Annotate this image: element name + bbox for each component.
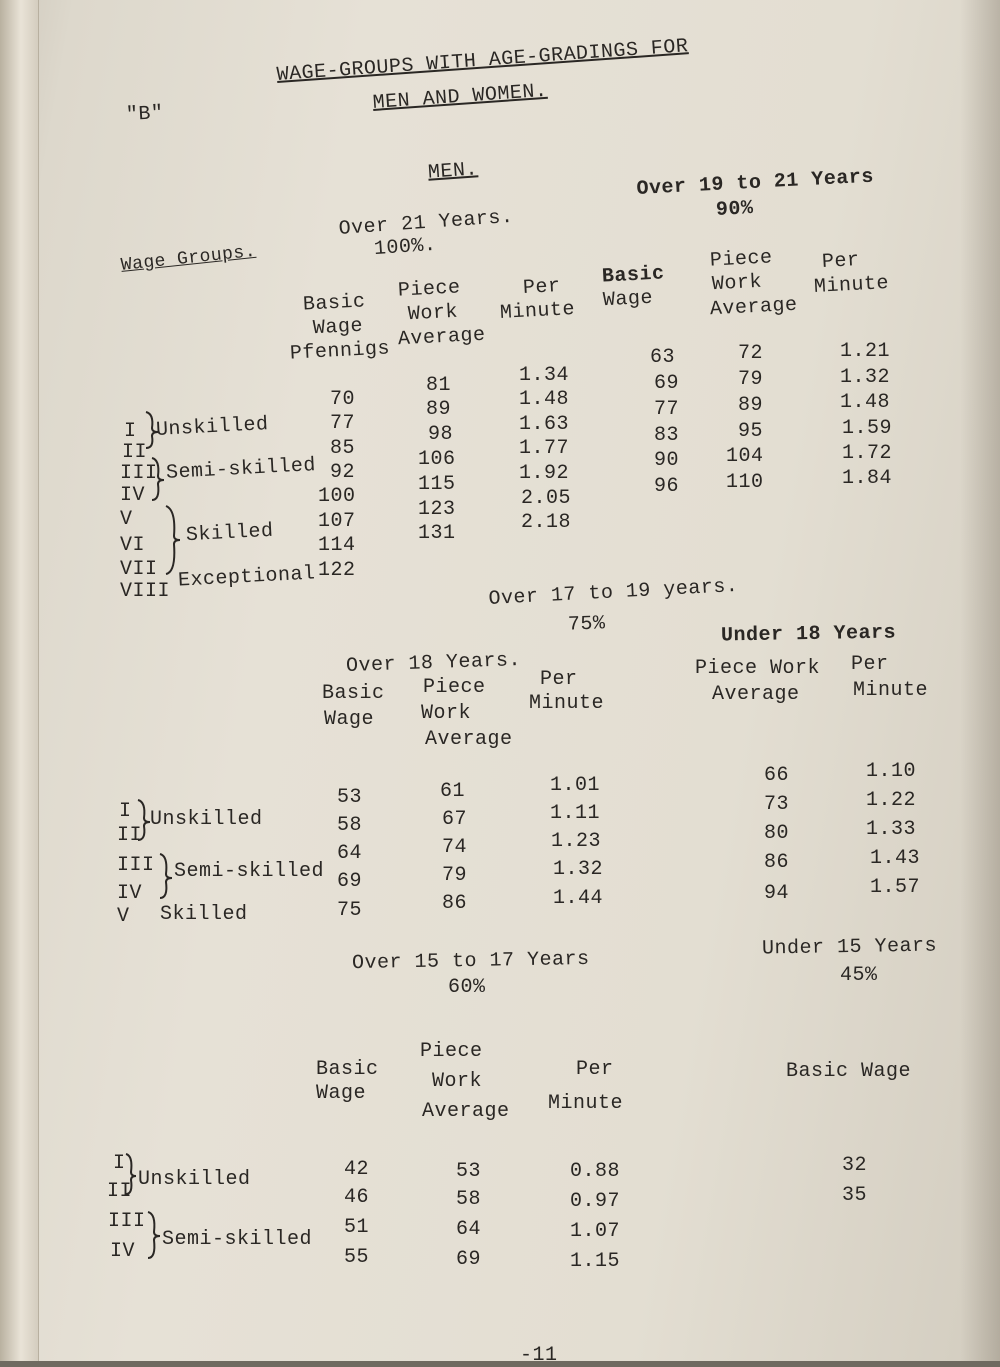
under15-pct: 45% bbox=[840, 964, 878, 987]
header-wage: Wage bbox=[312, 314, 364, 341]
header-minute: Minute bbox=[499, 298, 576, 325]
header-average: Average bbox=[422, 1100, 510, 1123]
header-average: Average bbox=[425, 728, 513, 751]
per-minute-value: 1.15 bbox=[570, 1250, 621, 1273]
brace-semi-skilled bbox=[146, 1210, 162, 1260]
header-work: Work bbox=[432, 1070, 483, 1093]
per-minute-value: 1.01 bbox=[550, 774, 601, 797]
basic-value: 35 bbox=[842, 1184, 868, 1207]
header-basic-wage: Basic Wage bbox=[786, 1060, 912, 1083]
header-piece: Piece bbox=[709, 246, 774, 273]
group-label: II bbox=[122, 441, 148, 464]
basic-value: 46 bbox=[344, 1186, 370, 1209]
brace-skilled bbox=[164, 504, 182, 576]
header-per: Per bbox=[576, 1058, 614, 1081]
piece-value: 66 bbox=[764, 764, 790, 787]
piece-value: 80 bbox=[764, 822, 790, 845]
piece-value: 98 bbox=[428, 423, 454, 446]
per-minute-value: 1.44 bbox=[553, 887, 604, 910]
over15-title: Over 15 to 17 Years bbox=[351, 947, 590, 976]
basic-value: 92 bbox=[330, 461, 356, 484]
basic-value: 58 bbox=[337, 814, 363, 837]
header-work: Work bbox=[421, 702, 472, 725]
header-basic: Basic bbox=[316, 1058, 379, 1081]
piece-value: 58 bbox=[456, 1188, 482, 1211]
brace-semi-skilled bbox=[158, 852, 174, 900]
piece-value: 53 bbox=[456, 1160, 482, 1183]
header-piece: Piece bbox=[397, 276, 462, 303]
basic-value: 53 bbox=[337, 786, 363, 809]
group-label: III bbox=[120, 462, 158, 485]
group-label: VI bbox=[120, 534, 146, 557]
header-basic: Basic bbox=[322, 682, 385, 705]
group-label: I bbox=[119, 800, 132, 823]
group-skilled: Skilled bbox=[185, 519, 275, 548]
group-label: VIII bbox=[120, 580, 171, 603]
header-piece: Piece bbox=[423, 676, 486, 699]
piece-value: 110 bbox=[726, 471, 764, 494]
per-minute-value: 1.77 bbox=[519, 437, 570, 460]
piece-value: 72 bbox=[738, 342, 764, 365]
basic-value: 63 bbox=[650, 346, 676, 369]
header-per: Per bbox=[821, 249, 861, 274]
header-basic: Basic bbox=[302, 290, 367, 317]
per-minute-value: 1.10 bbox=[866, 760, 917, 783]
header-wage: Wage bbox=[602, 286, 654, 313]
under18-title: Under 18 Years bbox=[720, 621, 897, 648]
group-label: I bbox=[124, 420, 137, 443]
piece-value: 79 bbox=[442, 864, 468, 887]
page-binding-edge bbox=[0, 0, 39, 1361]
page-number: -11 bbox=[520, 1344, 558, 1367]
piece-value: 73 bbox=[764, 793, 790, 816]
group-unskilled: Unskilled bbox=[150, 808, 263, 831]
header-wage: Wage bbox=[316, 1082, 367, 1105]
basic-value: 55 bbox=[344, 1246, 370, 1269]
over21-pct: 100%. bbox=[373, 233, 438, 262]
group-semi-skilled: Semi-skilled bbox=[174, 860, 325, 883]
basic-value: 64 bbox=[337, 842, 363, 865]
header-average: Average bbox=[397, 323, 487, 352]
header-work: Work bbox=[407, 300, 459, 327]
per-minute-value: 1.33 bbox=[866, 818, 917, 841]
header-basic: Basic bbox=[601, 262, 666, 289]
basic-value: 83 bbox=[654, 424, 680, 447]
over17-title: Over 17 to 19 years. bbox=[488, 574, 739, 611]
per-minute-value: 0.88 bbox=[570, 1160, 621, 1183]
piece-value: 131 bbox=[418, 522, 456, 545]
piece-value: 89 bbox=[738, 394, 764, 417]
wage-groups-label: Wage Groups. bbox=[120, 241, 257, 276]
title-line-2: MEN AND WOMEN. bbox=[372, 79, 549, 115]
basic-value: 32 bbox=[842, 1154, 868, 1177]
over15-pct: 60% bbox=[448, 976, 486, 999]
brace-semi-skilled bbox=[150, 456, 166, 502]
header-average: Average bbox=[712, 683, 800, 706]
header-piece: Piece bbox=[420, 1040, 483, 1063]
group-label: IV bbox=[117, 882, 143, 905]
group-unskilled: Unskilled bbox=[155, 413, 270, 442]
over17-pct: 75% bbox=[567, 612, 606, 637]
basic-value: 70 bbox=[330, 388, 356, 411]
per-minute-value: 1.92 bbox=[519, 462, 570, 485]
piece-value: 64 bbox=[456, 1218, 482, 1241]
group-semi-skilled: Semi-skilled bbox=[162, 1228, 313, 1251]
header-pfennigs: Pfennigs bbox=[289, 337, 391, 366]
group-label: IV bbox=[120, 484, 146, 507]
group-semi-skilled: Semi-skilled bbox=[165, 454, 317, 485]
per-minute-value: 1.63 bbox=[519, 413, 570, 436]
piece-value: 69 bbox=[456, 1248, 482, 1271]
group-label: V bbox=[117, 905, 130, 928]
group-label: VII bbox=[120, 558, 158, 581]
per-minute-value: 1.23 bbox=[551, 830, 602, 853]
per-minute-value: 1.48 bbox=[519, 388, 570, 411]
group-exceptional: Exceptional bbox=[177, 562, 317, 593]
piece-value: 123 bbox=[418, 498, 456, 521]
men-heading: MEN. bbox=[427, 158, 479, 185]
piece-value: 74 bbox=[442, 836, 468, 859]
per-minute-value: 1.32 bbox=[840, 366, 891, 389]
basic-value: 90 bbox=[654, 449, 680, 472]
piece-value: 89 bbox=[426, 398, 452, 421]
piece-value: 86 bbox=[764, 851, 790, 874]
piece-value: 95 bbox=[738, 420, 764, 443]
group-label: II bbox=[117, 824, 143, 847]
per-minute-value: 2.18 bbox=[521, 511, 572, 534]
basic-value: 69 bbox=[654, 372, 680, 395]
header-wage: Wage bbox=[324, 708, 375, 731]
brace-unskilled bbox=[124, 1152, 138, 1196]
piece-value: 61 bbox=[440, 780, 466, 803]
basic-value: 122 bbox=[318, 559, 356, 582]
title-line-1: WAGE-GROUPS WITH AGE-GRADINGS FOR bbox=[276, 35, 690, 87]
basic-value: 107 bbox=[318, 510, 356, 533]
header-minute: Minute bbox=[548, 1092, 624, 1115]
per-minute-value: 1.43 bbox=[870, 847, 921, 870]
per-minute-value: 1.22 bbox=[866, 789, 917, 812]
header-per: Per bbox=[522, 275, 562, 300]
per-minute-value: 0.97 bbox=[570, 1190, 621, 1213]
header-minute: Minute bbox=[813, 272, 890, 299]
header-piece-work: Piece Work bbox=[695, 657, 821, 680]
under15-title: Under 15 Years bbox=[761, 934, 938, 961]
basic-value: 96 bbox=[654, 475, 680, 498]
over21-title: Over 21 Years. bbox=[338, 205, 515, 241]
per-minute-value: 1.59 bbox=[842, 417, 893, 440]
piece-value: 104 bbox=[726, 445, 764, 468]
per-minute-value: 1.07 bbox=[570, 1220, 621, 1243]
header-minute: Minute bbox=[529, 692, 605, 715]
basic-value: 77 bbox=[330, 412, 356, 435]
basic-value: 69 bbox=[337, 870, 363, 893]
page-mark: "B" bbox=[125, 102, 165, 127]
per-minute-value: 1.21 bbox=[840, 340, 891, 363]
group-label: IV bbox=[110, 1240, 136, 1263]
per-minute-value: 1.32 bbox=[553, 858, 604, 881]
header-per: Per bbox=[851, 653, 889, 676]
per-minute-value: 1.11 bbox=[550, 802, 601, 825]
piece-value: 67 bbox=[442, 808, 468, 831]
over18-title: Over 18 Years. bbox=[345, 648, 522, 679]
basic-value: 51 bbox=[344, 1216, 370, 1239]
piece-value: 115 bbox=[418, 473, 456, 496]
header-per: Per bbox=[540, 668, 578, 691]
piece-value: 79 bbox=[738, 368, 764, 391]
per-minute-value: 1.72 bbox=[842, 442, 893, 465]
header-work: Work bbox=[711, 270, 763, 297]
group-unskilled: Unskilled bbox=[138, 1168, 251, 1191]
per-minute-value: 1.48 bbox=[840, 391, 891, 414]
per-minute-value: 2.05 bbox=[521, 487, 572, 510]
basic-value: 75 bbox=[337, 899, 363, 922]
piece-value: 86 bbox=[442, 892, 468, 915]
piece-value: 94 bbox=[764, 882, 790, 905]
basic-value: 85 bbox=[330, 437, 356, 460]
header-average: Average bbox=[709, 293, 799, 322]
group-label: V bbox=[120, 508, 133, 531]
basic-value: 77 bbox=[654, 398, 680, 421]
group-label: I bbox=[113, 1152, 126, 1175]
group-label: II bbox=[107, 1180, 133, 1203]
over19-pct: 90% bbox=[715, 197, 755, 222]
basic-value: 100 bbox=[318, 485, 356, 508]
per-minute-value: 1.84 bbox=[842, 467, 893, 490]
header-minute: Minute bbox=[853, 679, 929, 702]
per-minute-value: 1.57 bbox=[870, 876, 921, 899]
group-skilled: Skilled bbox=[160, 903, 248, 926]
basic-value: 42 bbox=[344, 1158, 370, 1181]
group-label: III bbox=[108, 1210, 146, 1233]
basic-value: 114 bbox=[318, 534, 356, 557]
over19-title: Over 19 to 21 Years bbox=[636, 165, 875, 201]
group-label: III bbox=[117, 854, 155, 877]
page-shadow-edge bbox=[960, 0, 1000, 1361]
piece-value: 106 bbox=[418, 448, 456, 471]
per-minute-value: 1.34 bbox=[519, 364, 570, 387]
piece-value: 81 bbox=[426, 374, 452, 397]
